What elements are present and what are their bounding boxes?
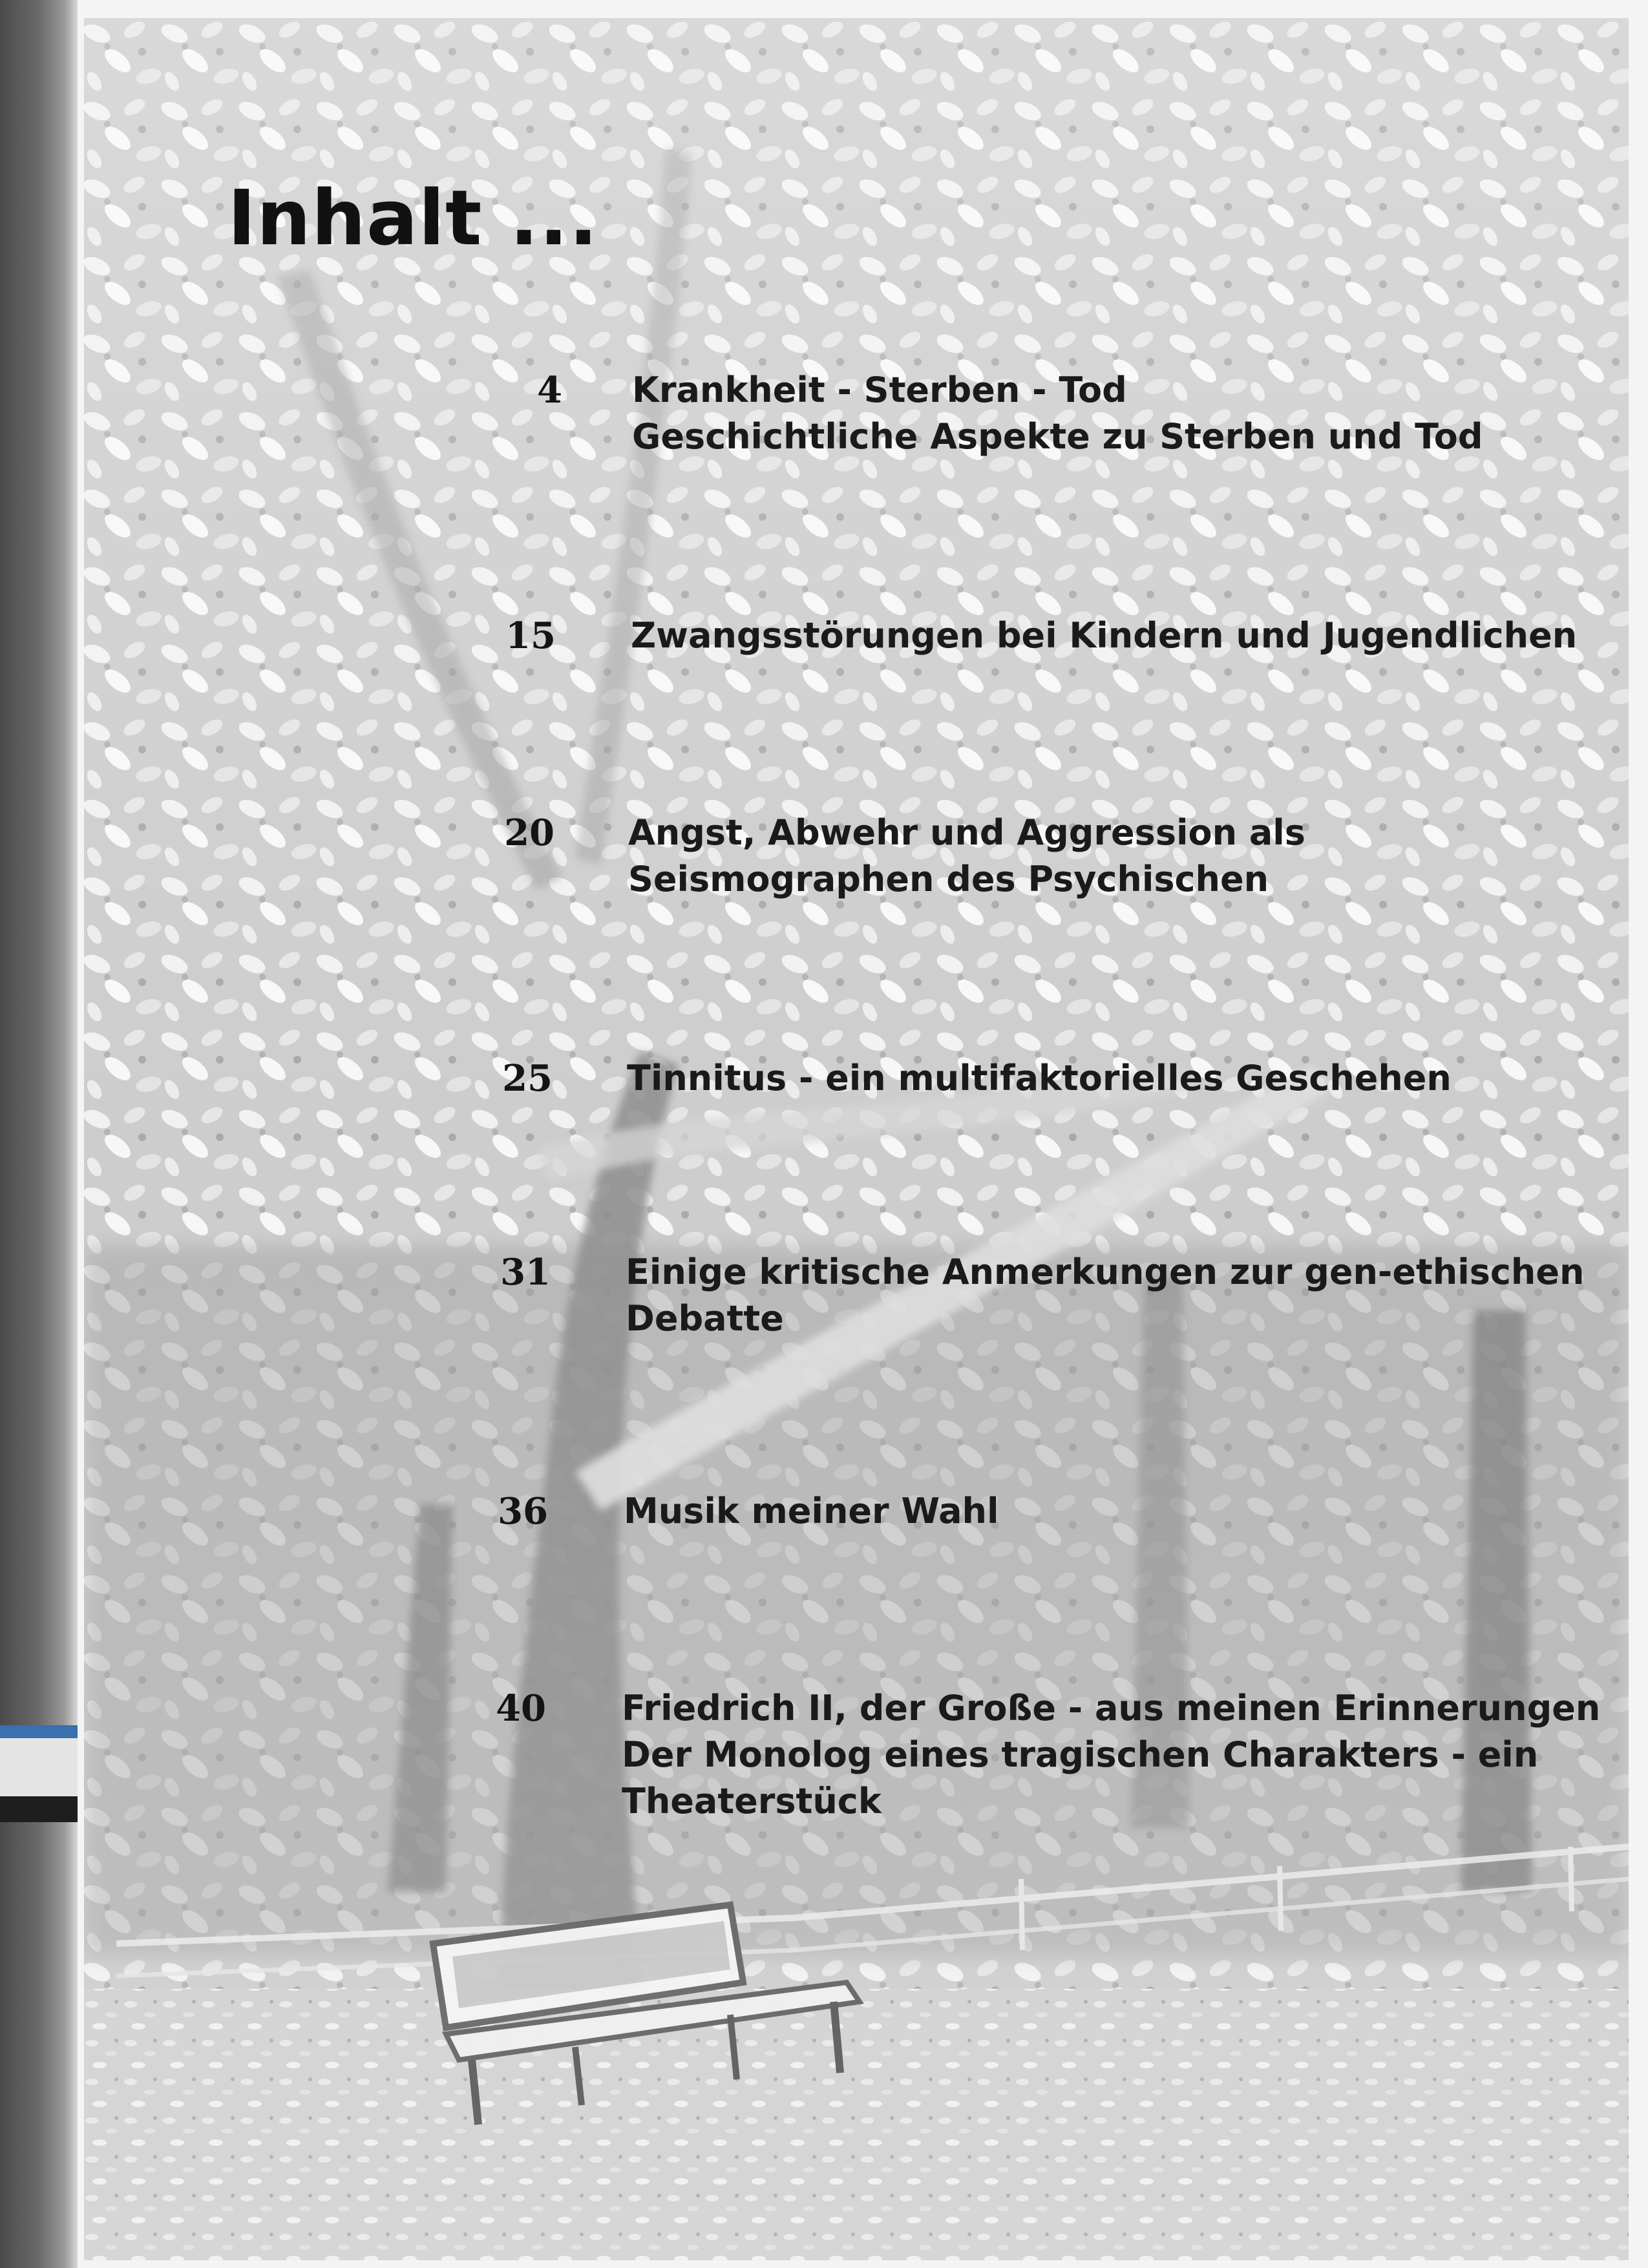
toc-page-number: 25	[502, 1057, 553, 1100]
toc-page-number: 4	[537, 369, 562, 412]
toc-entry-line: Zwangsstörungen bei Kindern und Jugendlichen	[631, 615, 1578, 656]
toc-entry-text	[631, 613, 1577, 659]
page-title: Inhalt ...	[227, 173, 598, 262]
toc-entry-line: Einige kritische Anmerkungen zur gen-ethischen	[626, 1252, 1585, 1292]
scanner-dark-mark	[0, 1796, 78, 1822]
toc-page-number: 36	[498, 1490, 548, 1533]
toc-page-number: 31	[500, 1251, 551, 1294]
toc-entry-text	[632, 367, 1483, 460]
toc-entry-text	[628, 810, 1305, 903]
toc-entry-line: Musik meiner Wahl	[624, 1491, 999, 1531]
scanner-white-mark	[0, 1738, 78, 1796]
toc-entry-line: Friedrich II, der Große - aus meinen Erinnerungen	[622, 1688, 1601, 1728]
scanner-edge	[0, 0, 78, 2268]
toc-entry-line: Krankheit - Sterben - Tod	[632, 370, 1127, 410]
toc-entry-text	[626, 1249, 1584, 1342]
toc-entry-line: Angst, Abwehr und Aggression als	[628, 812, 1305, 853]
toc-entry-text	[624, 1488, 998, 1535]
toc-entry-line: Seismographen des Psychischen	[628, 859, 1269, 899]
toc-entry-line: Theaterstück	[622, 1781, 882, 1822]
background-photo-tree-bench	[84, 18, 1629, 2260]
toc-entry-line: Der Monolog eines tragischen Charakters - ein	[622, 1734, 1539, 1775]
toc-page-number: 15	[505, 614, 556, 657]
toc-entry-text	[622, 1685, 1600, 1825]
toc-entry-line: Tinnitus - ein multifaktorielles Geschehen	[627, 1058, 1452, 1098]
scanner-blue-mark	[0, 1725, 78, 1738]
toc-entry-line: Debatte	[626, 1298, 784, 1339]
toc-entry-text	[627, 1055, 1452, 1102]
toc-page-number: 20	[504, 812, 555, 854]
toc-page-number: 40	[496, 1687, 546, 1730]
magazine-page	[84, 18, 1629, 2260]
toc-entry-line: Geschichtliche Aspekte zu Sterben und Tod	[632, 416, 1483, 457]
